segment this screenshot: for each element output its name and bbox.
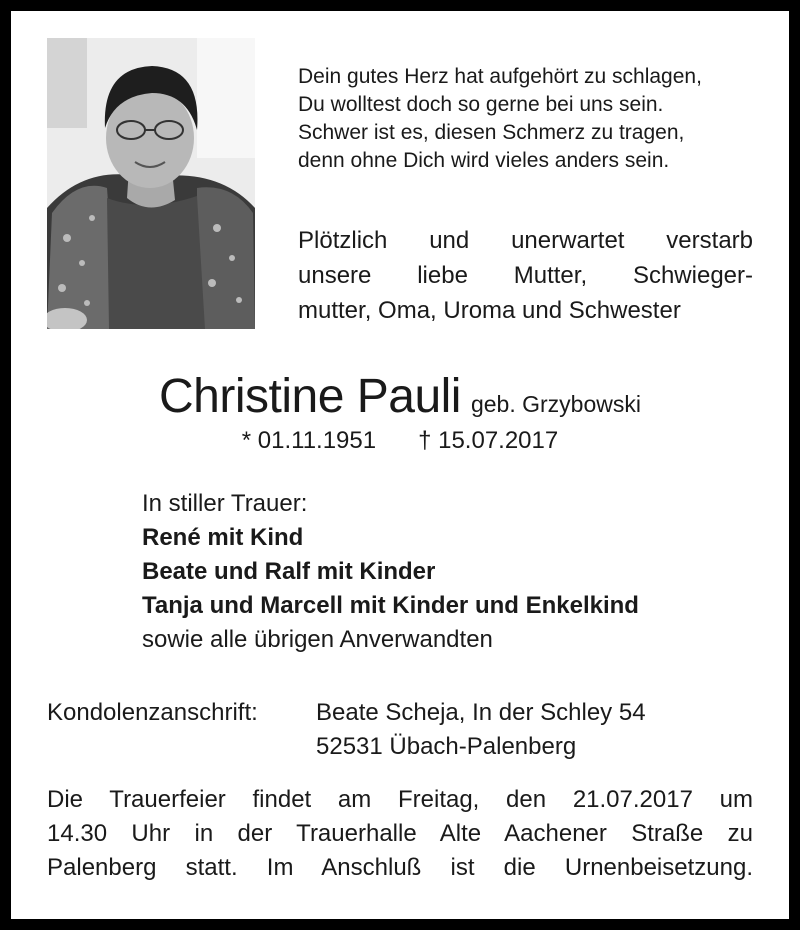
mourners-heading: In stiller Trauer: — [142, 490, 308, 517]
address-line-1: Beate Scheja, In der Schley 54 — [316, 699, 646, 726]
poem-line: denn ohne Dich wird vieles anders sein. — [298, 149, 670, 172]
life-dates — [11, 427, 789, 455]
address-label: Kondolenzanschrift: — [47, 699, 258, 726]
funeral-service-info — [47, 783, 753, 885]
address-line-2: 52531 Übach-Palenberg — [316, 733, 577, 760]
deceased-name-line — [11, 369, 789, 424]
mourners-list — [142, 487, 639, 657]
poem — [298, 63, 768, 175]
mourner-name: René mit Kind — [142, 524, 304, 551]
announcement-line: mutter, Oma, Uroma und Schwester — [298, 297, 681, 324]
mourner-name: Beate und Ralf mit Kinder — [142, 558, 436, 585]
birth-date: * 01.11.1951 — [241, 427, 377, 454]
death-announcement — [298, 223, 753, 328]
announcement-line: unsere liebe Mutter, Schwieger- — [298, 262, 753, 289]
deceased-name: Christine Pauli — [159, 370, 461, 423]
maiden-name: geb. Grzybowski — [470, 391, 641, 417]
poem-line: Schwer ist es, diesen Schmerz zu tragen, — [298, 121, 685, 144]
service-line: Die Trauerfeier findet am Freitag, den 21.07.2017 um — [47, 786, 753, 813]
service-line: Palenberg statt. Im Anschluß ist die Urnenbeisetzung. — [47, 854, 753, 881]
obituary-card — [11, 11, 789, 919]
poem-line: Dein gutes Herz hat aufgehört zu schlagen, — [298, 65, 702, 88]
poem-line: Du wolltest doch so gerne bei uns sein. — [298, 93, 664, 116]
death-date: † 15.07.2017 — [418, 427, 559, 454]
mourners-footer: sowie alle übrigen Anverwandten — [142, 626, 493, 653]
portrait-photo — [47, 38, 255, 329]
mourner-name: Tanja und Marcell mit Kinder und Enkelkind — [142, 592, 639, 619]
announcement-line: Plötzlich und unerwartet verstarb — [298, 227, 753, 254]
condolence-address — [47, 696, 646, 764]
portrait-icon — [47, 38, 255, 329]
service-line: 14.30 Uhr in der Trauerhalle Alte Aachener Straße zu — [47, 820, 753, 847]
